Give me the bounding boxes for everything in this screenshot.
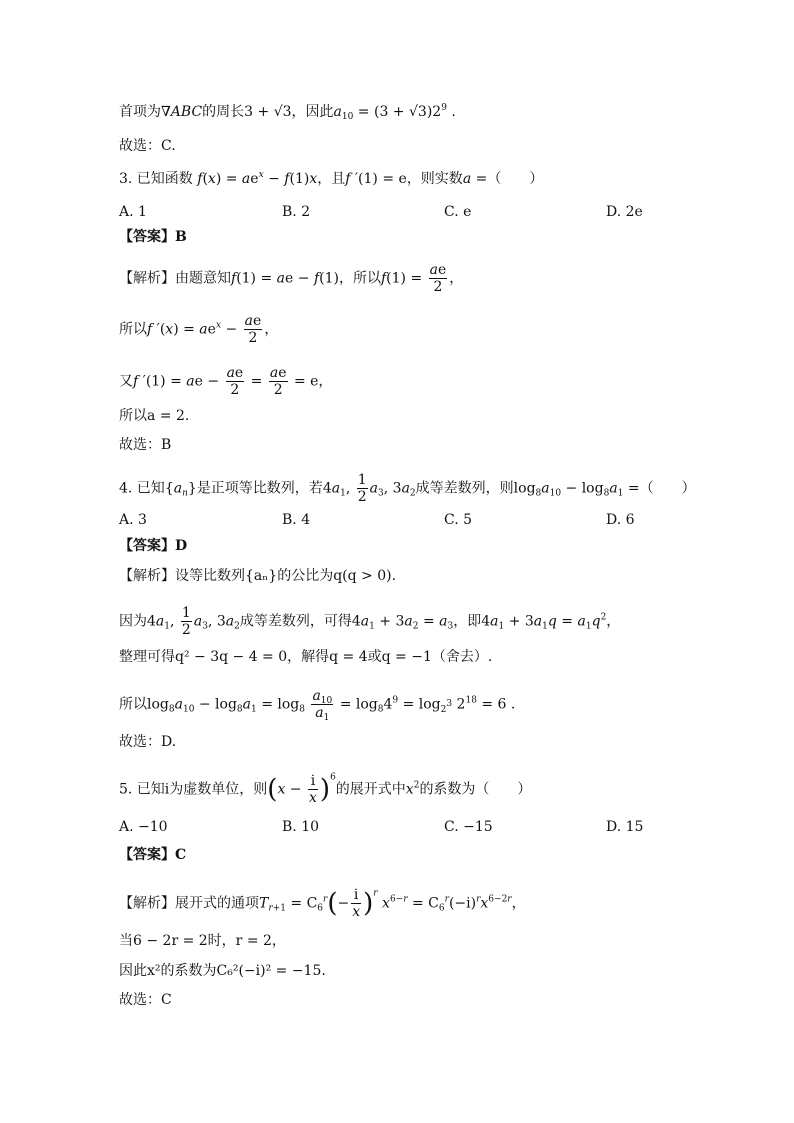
q3-analysis-2: 所以f $'(x) = ae^x$ − $\frac{ae}{2}$ ， [119, 313, 279, 346]
text: 的系数为（ ） [419, 781, 532, 798]
text: ，则实数 [406, 171, 463, 187]
q4-analysis-4: 所以$\log_8a_{10} - \log_8a_1 = \log_8$ $\frac{a_{10}}{a_1}$ = $\log_84^9 = \log_{2^3} 2^{18} = 6$ . [119, 688, 516, 723]
q3-option-c: C. e [444, 204, 472, 220]
text: ，所以 [338, 270, 381, 287]
question-label: 4. 已知 [119, 480, 165, 497]
q3-pick: 故选：B [119, 437, 172, 453]
question-4: 4. 已知$\{a_n\}$是正项等比数列，若$4a_1$, $\frac{1}{2}$ $a_3$, $3a_2$成等差数列，则$\log_8a_{10} - \log_8a_1$ =（ ） [119, 472, 696, 505]
text: 首项为 [119, 104, 161, 120]
exponent: 9 [441, 103, 447, 113]
text: 的周长 [202, 104, 245, 120]
q5-option-a: A. −10 [119, 819, 168, 835]
q3-option-d: D. 2e [606, 204, 643, 220]
q5-analysis-2: 当6 − 2r = 2时，r = 2， [119, 933, 286, 949]
text: =（ ） [627, 480, 696, 497]
question-5: 5. 已知i为虚数单位，则(x − $\frac{i}{x}$ )$^6$的展开式中$x^2$的系数为（ ） [119, 772, 532, 806]
q4-analysis-2: 因为$4a_1$, $\frac{1}{2}$ $a_3$, $3a_2$成等差数列，可得$4a_1 + 3a_2 = a_3$，即$4a_1 + 3a_1q = a_1q^2$， [119, 605, 621, 638]
q5-analysis-3: 因此x²的系数为C₆²(−i)² = −15. [119, 963, 326, 979]
line-perimeter: 首项为∇ABC的周长3 + √3，因此$a_{10} = (3 + √3)2^9$ . [119, 103, 456, 122]
q4-option-d: D. 6 [606, 512, 635, 528]
q3-analysis-3: 又f ′(1) = ae − $\frac{ae}{2}$ = $\frac{ae}{2}$ = e， [119, 365, 333, 398]
q5-option-c: C. −15 [444, 819, 493, 835]
text: 所以 [119, 321, 147, 338]
q5-option-b: B. 10 [282, 819, 320, 835]
perimeter-value: 3 + √3 [244, 104, 292, 120]
q5-analysis-1: 【解析】展开式的通项$T_{r+1} = C_6^r(-$ $\frac{i}{x}$ )$^r$ $x^{6-r} = C_6^r(-i)^rx^{6-2r}$， [119, 887, 526, 920]
a10-expression: (3 + √3)2 [373, 104, 442, 120]
question-3: 3. 已知函数 $f(x) = ae^x - f(1)x$，且f ′(1) = e，则实数a =（ ） [119, 170, 544, 187]
q3-answer: 【答案】B [119, 229, 187, 245]
text: 所以 [119, 696, 147, 713]
triangle-symbol: ∇ [161, 104, 171, 120]
text: ，因此 [291, 104, 334, 120]
q5-option-d: D. 15 [606, 819, 644, 835]
text: 【解析】由题意知 [119, 270, 231, 287]
text: ，且 [317, 171, 346, 187]
text: ，即 [453, 613, 482, 630]
q3-analysis-1: 【解析】由题意知f(1) = ae − f(1)，所以f(1) = $\frac{ae}{2}$ ， [119, 262, 464, 295]
text: 成等差数列，则 [415, 480, 514, 497]
q3-analysis-4: 所以a = 2. [119, 408, 190, 424]
text: =（ ） [475, 171, 544, 187]
text: 成等差数列，可得 [239, 613, 352, 630]
q4-pick: 故选：D. [119, 734, 177, 750]
text: 【解析】展开式的通项 [119, 895, 259, 912]
q5-answer: 【答案】C [119, 847, 187, 863]
q4-answer: 【答案】D [119, 538, 188, 554]
text: 因为 [119, 613, 147, 630]
triangle-name: ABC [170, 104, 203, 120]
text: 是正项等比数列，若 [196, 480, 323, 497]
q4-analysis-3: 整理可得q² − 3q − 4 = 0，解得q = 4或q = −1（舍去）. [119, 649, 493, 665]
q5-pick: 故选：C [119, 992, 172, 1008]
text: 的展开式中 [335, 781, 406, 798]
q4-option-a: A. 3 [119, 512, 147, 528]
question-label: 3. 已知函数 [119, 171, 193, 187]
question-label: 5. 已知i为虚数单位，则 [119, 781, 268, 798]
q4-option-c: C. 5 [444, 512, 473, 528]
q4-option-b: B. 4 [282, 512, 311, 528]
q3-option-a: A. 1 [119, 204, 147, 220]
q4-analysis-1: 【解析】设等比数列{aₙ}的公比为q(q > 0). [119, 568, 397, 584]
q3-option-b: B. 2 [282, 204, 311, 220]
answer-pick-2: 故选：C. [119, 138, 176, 154]
text: 又 [119, 373, 133, 390]
